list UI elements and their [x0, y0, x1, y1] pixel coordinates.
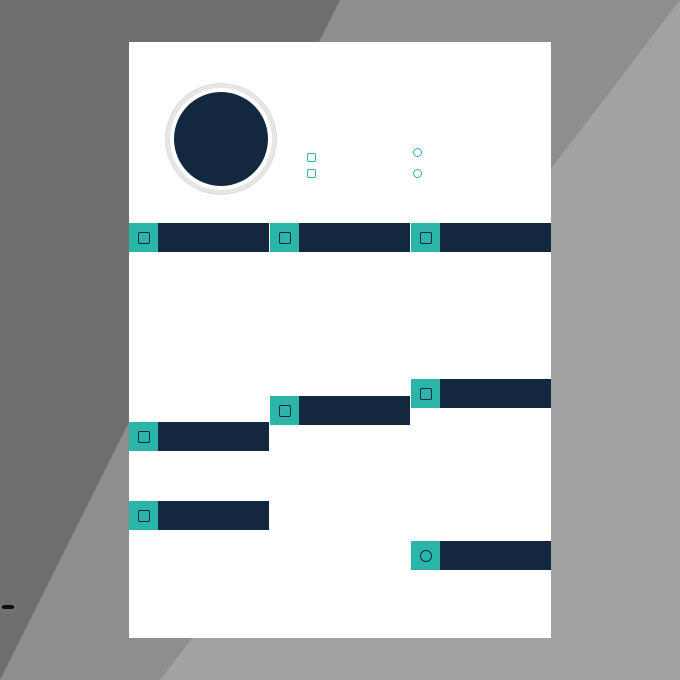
phone-icon	[307, 153, 316, 162]
chat-icon	[129, 422, 158, 451]
user-icon	[129, 223, 158, 252]
section-header-education	[270, 223, 410, 252]
section-header-skills	[129, 501, 269, 530]
contact-website	[413, 169, 428, 178]
watermark	[2, 592, 14, 614]
section-header-experience	[270, 396, 410, 425]
section-header-hobbies	[411, 541, 551, 570]
globe-sport-icon	[411, 541, 440, 570]
section-header-about	[129, 223, 269, 252]
trophy-icon	[411, 379, 440, 408]
contact-email	[307, 169, 322, 178]
section-header-language	[129, 422, 269, 451]
location-icon	[413, 148, 422, 157]
graduation-cap-icon	[270, 223, 299, 252]
section-header-achievements	[411, 379, 551, 408]
certificate-icon	[411, 223, 440, 252]
contact-address	[413, 148, 428, 157]
section-header-certifications	[411, 223, 551, 252]
resume-page	[129, 42, 551, 638]
photo-placeholder	[174, 92, 268, 186]
monitor-icon	[129, 501, 158, 530]
profile-photo	[166, 84, 276, 194]
tie-icon	[270, 396, 299, 425]
contact-phone	[307, 153, 322, 162]
globe-icon	[413, 169, 422, 178]
email-icon	[307, 169, 316, 178]
